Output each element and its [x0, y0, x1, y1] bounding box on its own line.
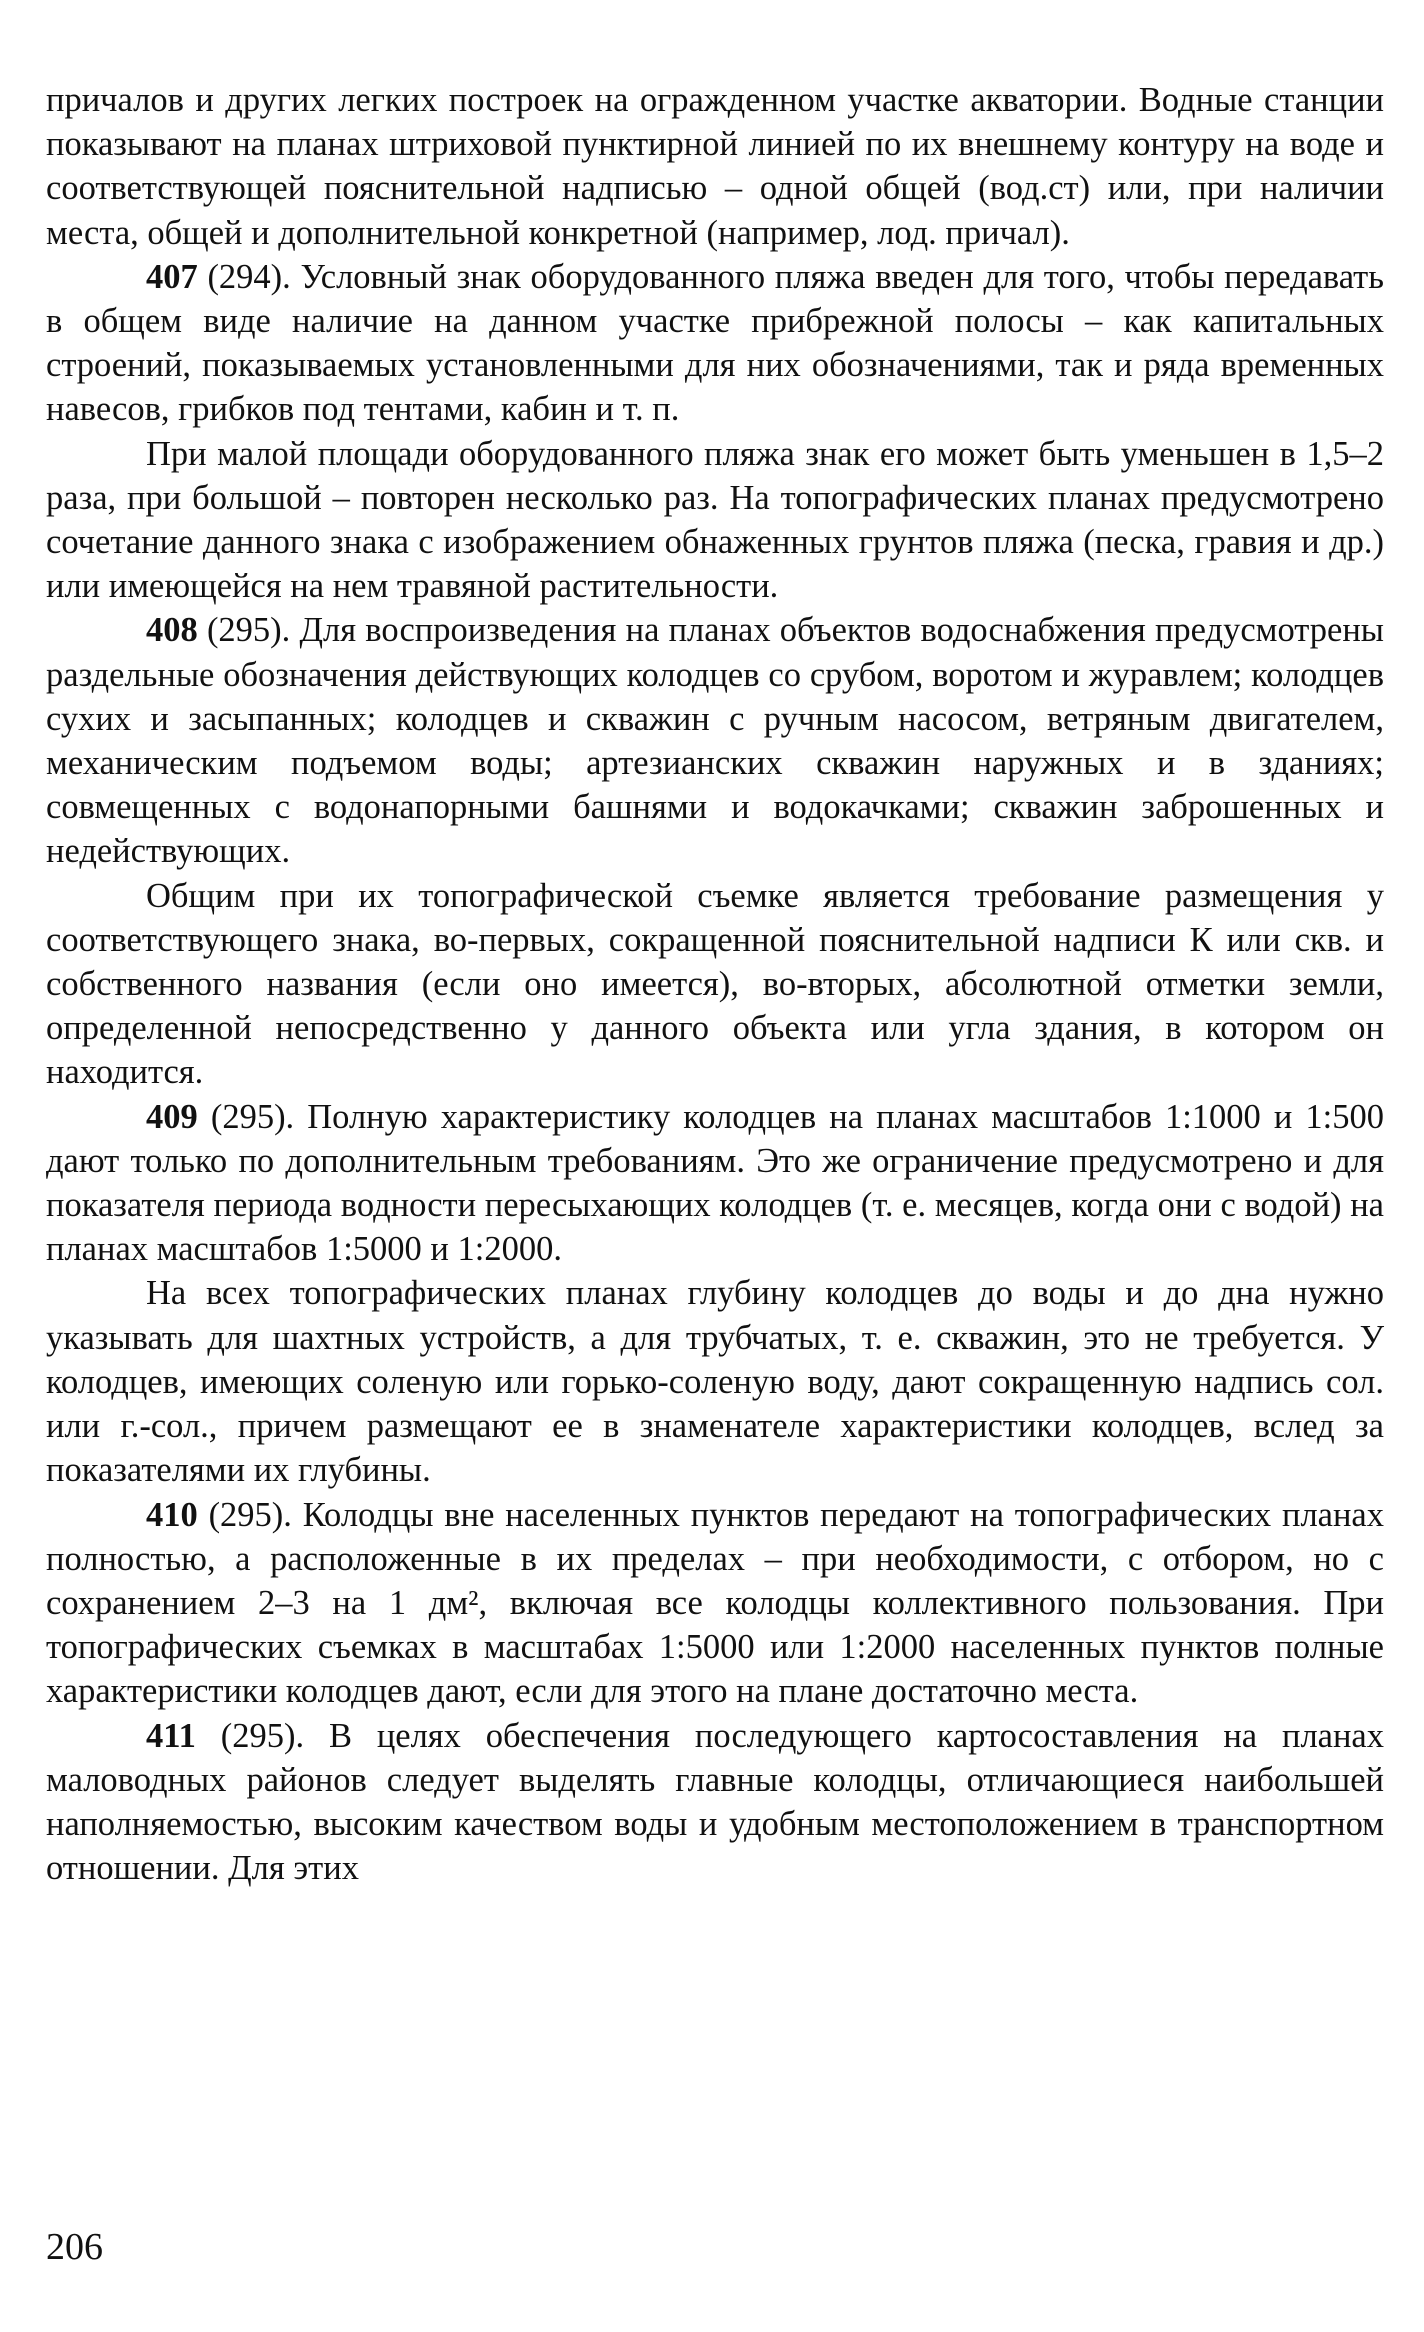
paragraph-text: При малой площади оборудованного пляжа знак его может быть уменьшен в 1,5–2 раза, при большой – повторен несколько раз. На топографических планах предусмотрено сочетание данного знака с изображением обнаженных грунтов пляжа (песка, гравия и др.) или имеющейся на нем травяной растительности.	[46, 434, 1384, 606]
section-number: 411	[146, 1716, 196, 1755]
paragraph-408	[46, 608, 1384, 873]
paragraph-410	[46, 1493, 1384, 1714]
paragraph-text: На всех топографических планах глубину колодцев до воды и до дна нужно указывать для шахтных устройств, а для трубчатых, т. е. скважин, это не требуется. У колодцев, имеющих соленую или горько-соленую воду, дают сокращенную надпись сол. или г.-сол., причем размещают ее в знаменателе характеристики колодцев, вслед за показателями их глубины.	[46, 1274, 1384, 1490]
section-number: 408	[146, 611, 198, 650]
body-text	[46, 78, 1384, 1890]
section-number: 409	[146, 1097, 198, 1136]
paragraph-411	[46, 1714, 1384, 1891]
paragraph-text: Общим при их топографической съемке является требование размещения у соответствующего знака, во-первых, сокращенной пояснительной надписи К или скв. и собственного названия (если оно имеется), во-вторых, абсолютной отметки земли, определенной непосредственно у данного объекта или угла здания, в котором он находится.	[46, 876, 1384, 1092]
page-number: 206	[46, 2226, 103, 2268]
paragraph-1	[46, 78, 1384, 255]
section-number: 407	[146, 257, 198, 296]
paragraph-text: (294). Условный знак оборудованного пляжа введен для того, чтобы передавать в общем виде наличие на данном участке прибрежной полосы – как капитальных строений, показываемых установленными для них обозначениями, так и ряда временных навесов, грибков под тентами, кабин и т. п.	[46, 257, 1384, 429]
section-number: 410	[146, 1495, 198, 1534]
paragraph-3	[46, 432, 1384, 609]
paragraph-text: (295). Для воспроизведения на планах объектов водоснабжения предусмотрены раздельные обозначения действующих колодцев со срубом, воротом и журавлем; колодцев сухих и засыпанных; колодцев и скважин с ручным насосом, ветряным двигателем, механическим подъемом воды; артезианских скважин наружных и в зданиях; совмещенных с водонапорными башнями и водокачками; скважин заброшенных и недействующих.	[46, 611, 1384, 871]
paragraph-5	[46, 874, 1384, 1095]
paragraph-409	[46, 1095, 1384, 1272]
paragraph-text: (295). Полную характеристику колодцев на планах масштабов 1:1000 и 1:500 дают только по дополнительным требованиям. Это же ограничение предусмотрено и для показателя периода водности пересыхающих колодцев (т. е. месяцев, когда они с водой) на планах масштабов 1:5000 и 1:2000.	[46, 1097, 1384, 1269]
paragraph-7	[46, 1271, 1384, 1492]
paragraph-text: причалов и других легких построек на огражденном участке акватории. Водные станции показывают на планах штриховой пунктирной линией по их внешнему контуру на воде и соответствующей пояснительной надписью – одной общей (вод.ст) или, при наличии места, общей и дополнительной конкретной (например, лод. причал).	[46, 81, 1384, 252]
paragraph-text: (295). В целях обеспечения последующего картосоставления на планах маловодных районов следует выделять главные колодцы, отличающиеся наибольшей наполняемостью, высоким качеством воды и удобным местоположением в транспортном отношении. Для этих	[46, 1716, 1384, 1888]
paragraph-407	[46, 255, 1384, 432]
paragraph-text: (295). Колодцы вне населенных пунктов передают на топографических планах полностью, а расположенные в их пределах – при необходимости, с отбором, но с сохранением 2–3 на 1 дм², включая все колодцы коллективного пользования. При топографических съемках в масштабах 1:5000 или 1:2000 населенных пунктов полные характеристики колодцев дают, если для этого на плане достаточно места.	[46, 1495, 1384, 1711]
